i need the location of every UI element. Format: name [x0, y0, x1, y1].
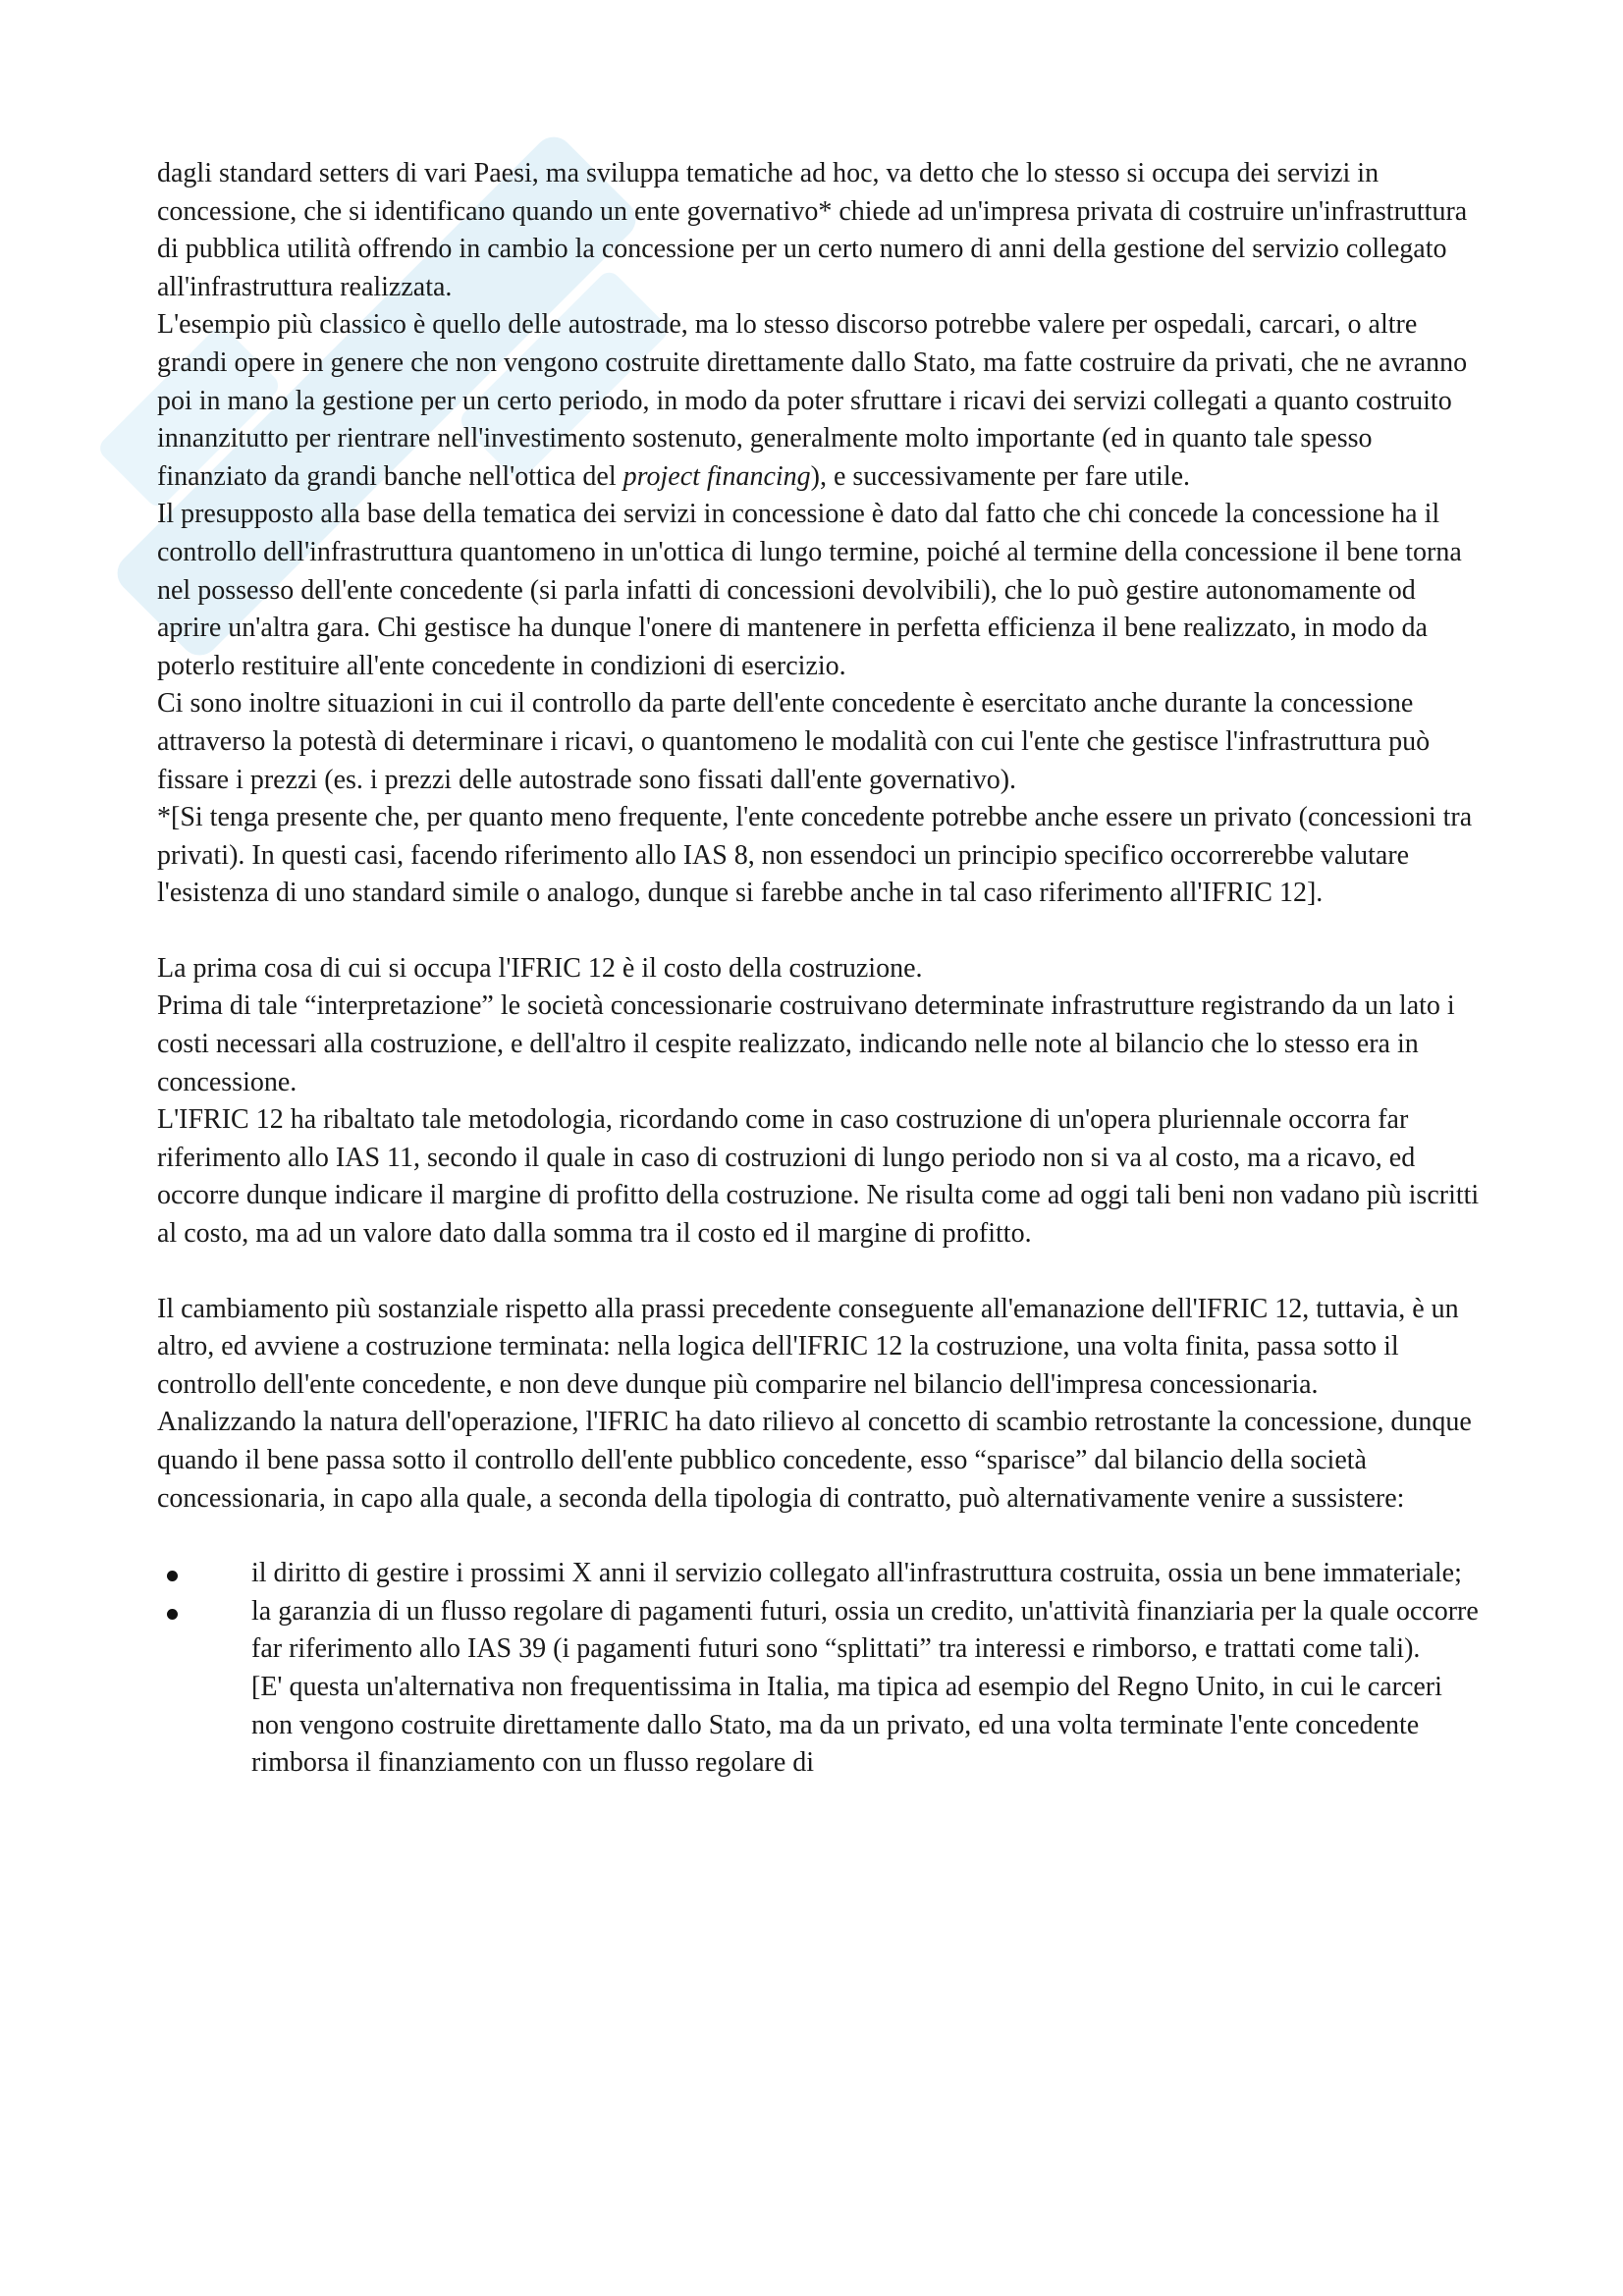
paragraph: L'esempio più classico è quello delle autostrade, ma lo stesso discorso potrebbe valere per ospedali, carcari, o altre grandi opere in genere che non vengono costruite direttamente dallo Stato, ma fatte costruire da privati, che ne avranno poi in mano la gestione per un certo periodo, in modo da poter sfruttare i ricavi dei servizi collegati a quanto costruito innanzitutto per rientrare nell'investimento sostenuto, generalmente molto importante (ed in quanto tale spesso finanziato da grandi banche nell'ottica del project financing), e successivamente per fare utile. [157, 309, 1468, 492]
list-item [157, 1593, 1485, 1783]
paragraph: *[Si tenga presente che, per quanto meno frequente, l'ente concedente potrebbe anche essere un privato (concessioni tra privati). In questi casi, facendo riferimento allo IAS 8, non essendoci un principio specifico occorrerebbe valutare l'esistenza di uno standard simile o analogo, dunque si farebbe anche in tal caso riferimento all'IFRIC 12]. [157, 802, 1473, 909]
paragraph: Il cambiamento più sostanziale rispetto alla prassi precedente conseguente all'emanazione dell'IFRIC 12, tuttavia, è un altro, ed avviene a costruzione terminata: nella logica dell'IFRIC 12 la costruzione, una volta finita, passa sotto il controllo dell'ente concedente, e non deve dunque più comparire nel bilancio dell'impresa concessionaria. [157, 1293, 1459, 1400]
document-page [157, 155, 1485, 1783]
paragraph: Il presupposto alla base della tematica dei servizi in concessione è dato dal fatto che chi concede la concessione ha il controllo dell'infrastruttura quantomeno in un'ottica di lungo termine, poiché al termine della concessione il bene torna nel possesso dell'ente concedente (si parla infatti di concessioni devolvibili), che lo può gestire autonomamente od aprire un'altra gara. Chi gestisce ha dunque l'onere di mantenere in perfetta efficienza il bene realizzato, in modo da poterlo restituire all'ente concedente in condizioni di esercizio. [157, 499, 1462, 681]
bullet-icon [167, 1571, 178, 1581]
spacer [157, 913, 1485, 950]
list-item-text: la garanzia di un flusso regolare di pagamenti futuri, ossia un credito, un'attività finanziaria per la quale occorre far riferimento allo IAS 39 (i pagamenti futuri sono “splittati” tra interessi e rimborso, e trattati come tali). [251, 1595, 1479, 1665]
paragraph: Analizzando la natura dell'operazione, l'IFRIC ha dato rilievo al concetto di scambio retrostante la concessione, dunque quando il bene passa sotto il controllo dell'ente pubblico concedente, esso “sparisce” dal bilancio della società concessionaria, in capo alla quale, a seconda della tipologia di contratto, può alternativamente venire a sussistere: [157, 1407, 1472, 1514]
paragraph: L'IFRIC 12 ha ribaltato tale metodologia, ricordando come in caso costruzione di un'opera pluriennale occorra far riferimento allo IAS 11, secondo il quale in caso di costruzioni di lungo periodo non si va al costo, ma a ricavo, ed occorre dunque indicare il margine di profitto della costruzione. Ne risulta come ad oggi tali beni non vadano più iscritti al costo, ma ad un valore dato dalla somma tra il costo ed il margine di profitto. [157, 1104, 1480, 1250]
bullet-icon [167, 1609, 178, 1620]
bullet-list [157, 1555, 1485, 1783]
paragraph: Ci sono inoltre situazioni in cui il controllo da parte dell'ente concedente è esercitato anche durante la concessione attraverso la potestà di determinare i ricavi, o quantomeno le modalità con cui l'ente che gestisce l'infrastruttura può fissare i prezzi (es. i prezzi delle autostrade sono fissati dall'ente governativo). [157, 688, 1431, 795]
paragraph: Prima di tale “interpretazione” le società concessionarie costruivano determinate infrastrutture registrando da un lato i costi necessari alla costruzione, e dell'altro il cespite realizzato, indicando nelle note al bilancio che lo stesso era in concessione. [157, 990, 1455, 1097]
spacer [157, 1254, 1485, 1291]
paragraph: La prima cosa di cui si occupa l'IFRIC 12 è il costo della costruzione. [157, 952, 923, 984]
list-item [157, 1555, 1485, 1593]
paragraph: dagli standard setters di vari Paesi, ma sviluppa tematiche ad hoc, va detto che lo stesso si occupa dei servizi in concessione, che si identificano quando un ente governativo* chiede ad un'impresa privata di costruire un'infrastruttura di pubblica utilità offrendo in cambio la concessione per un certo numero di anni della gestione del servizio collegato all'infrastruttura realizzata. [157, 158, 1468, 302]
list-item-text: il diritto di gestire i prossimi X anni il servizio collegato all'infrastruttura costruita, ossia un bene immateriale; [251, 1558, 1462, 1589]
list-item-note: [E' questa un'alternativa non frequentissima in Italia, ma tipica ad esempio del Regno Unito, in cui le carceri non vengono costruite direttamente dallo Stato, ma da un privato, ed una volta terminate l'ente concedente rimborsa il finanziamento con un flusso regolare di [251, 1671, 1442, 1779]
